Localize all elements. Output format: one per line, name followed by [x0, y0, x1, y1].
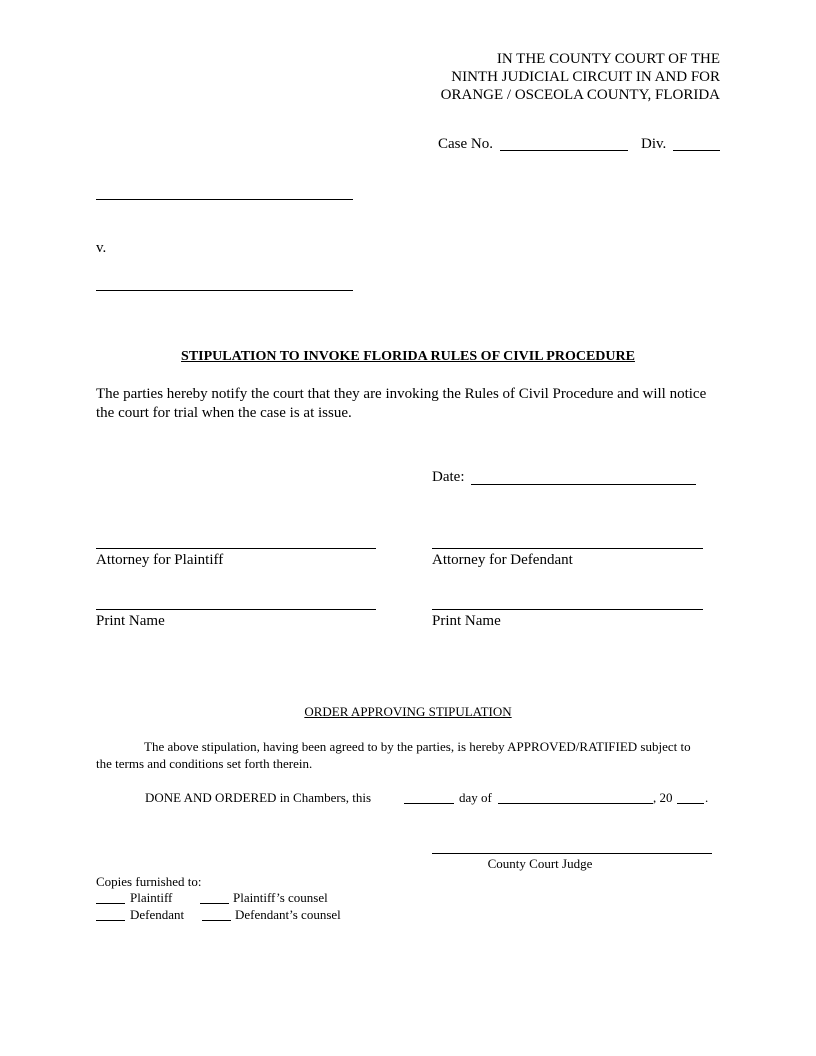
copies-label: Copies furnished to: — [96, 874, 202, 889]
stipulation-body: The parties hereby notify the court that they are invoking the Rules of Civil Procedure and will notice the court for trial when the case is at issue. — [96, 386, 707, 421]
defendant-name-field[interactable] — [96, 290, 353, 291]
plaintiff-print-name-line[interactable] — [96, 609, 376, 610]
copy-plaintiff-counsel-label: Plaintiff’s counsel — [233, 890, 328, 905]
plaintiff-name-field[interactable] — [96, 199, 353, 200]
versus-label: v. — [96, 240, 107, 256]
court-header — [441, 50, 720, 104]
division-label: Div. — [641, 136, 667, 152]
court-header-line-1: IN THE COUNTY COURT OF THE — [496, 51, 720, 67]
defendant-print-name-label: Print Name — [432, 613, 501, 629]
copy-plaintiff-label: Plaintiff — [130, 890, 173, 905]
defendant-attorney-label: Attorney for Defendant — [432, 552, 573, 568]
order-paragraph: The above stipulation, having been agreed to by the parties, is hereby APPROVED/RATIFIED subject to the terms and conditions set forth therein. — [96, 739, 691, 771]
copy-defendant-counsel-checkline[interactable] — [202, 920, 231, 921]
day-of-label: day of — [459, 790, 492, 805]
date-field[interactable] — [471, 484, 696, 485]
order-year-field[interactable] — [677, 803, 704, 804]
judge-signature-line[interactable] — [432, 853, 712, 854]
division-field[interactable] — [673, 150, 720, 151]
plaintiff-print-name-label: Print Name — [96, 613, 165, 629]
case-number-field[interactable] — [500, 150, 628, 151]
order-title: ORDER APPROVING STIPULATION — [304, 704, 512, 719]
copy-defendant-checkline[interactable] — [96, 920, 125, 921]
case-number-label: Case No. — [438, 136, 493, 152]
court-header-line-2: NINTH JUDICIAL CIRCUIT IN AND FOR — [451, 69, 720, 85]
defendant-attorney-signature-line[interactable] — [432, 548, 703, 549]
order-period: . — [705, 790, 709, 805]
plaintiff-attorney-label: Attorney for Plaintiff — [96, 552, 224, 568]
copy-plaintiff-checkline[interactable] — [96, 903, 125, 904]
copy-defendant-counsel-label: Defendant’s counsel — [235, 907, 341, 922]
plaintiff-attorney-signature-line[interactable] — [96, 548, 376, 549]
copy-defendant-label: Defendant — [130, 907, 185, 922]
order-month-field[interactable] — [498, 803, 653, 804]
copy-plaintiff-counsel-checkline[interactable] — [200, 903, 229, 904]
judge-label: County Court Judge — [487, 856, 593, 871]
order-day-field[interactable] — [404, 803, 454, 804]
year-prefix: , 20 — [653, 790, 673, 805]
document-title: STIPULATION TO INVOKE FLORIDA RULES OF CIVIL PROCEDURE — [181, 349, 635, 364]
date-label: Date: — [432, 469, 465, 485]
court-header-line-3: ORANGE / OSCEOLA COUNTY, FLORIDA — [440, 87, 720, 103]
done-ordered-text: DONE AND ORDERED in Chambers, this — [145, 790, 372, 805]
defendant-print-name-line[interactable] — [432, 609, 703, 610]
